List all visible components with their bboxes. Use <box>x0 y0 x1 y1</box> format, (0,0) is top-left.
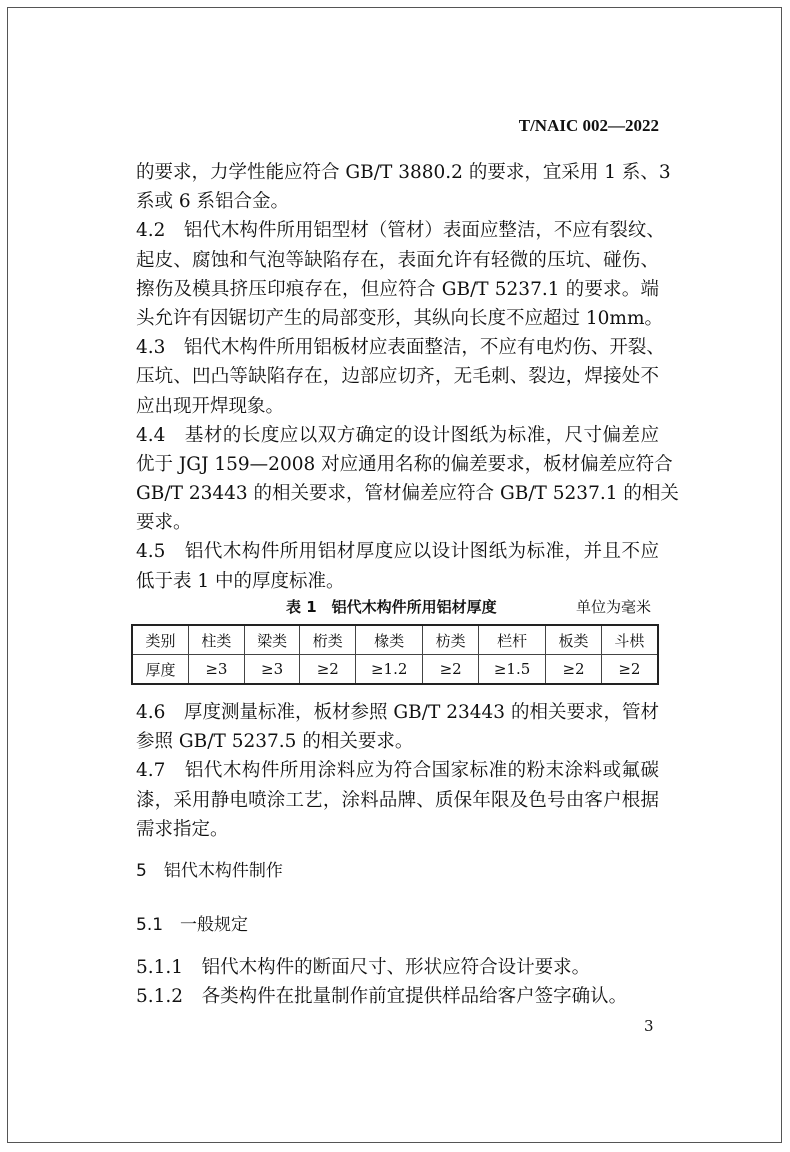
text-line: 优于 JGJ 159—2008 对应通用名称的偏差要求，板材偏差应符合 <box>136 453 673 475</box>
text-line: 4.6 厚度测量标准，板材参照 GB/T 23443 的相关要求，管材 <box>136 702 659 723</box>
table-cell: 厚度 <box>132 655 189 685</box>
table-header-cell: 栏杆 <box>478 625 545 655</box>
text-line: 头允许有因锯切产生的局部变形，其纵向长度不应超过 10mm。 <box>136 307 664 329</box>
table-unit: 单位为毫米 <box>575 598 651 616</box>
table-header-cell: 斗栱 <box>601 625 658 655</box>
section-heading-5-1: 5.1 一般规定 <box>136 915 249 935</box>
text-line: 起皮、腐蚀和气泡等缺陷存在，表面允许有轻微的压坑、碰伤、 <box>136 249 659 271</box>
text-line: 的要求，力学性能应符合 GB/T 3880.2 的要求，宜采用 1 系、3 <box>136 162 671 183</box>
text-line: 参照 GB/T 5237.5 的相关要求。 <box>136 731 414 753</box>
table-header-cell: 柱类 <box>189 625 245 655</box>
clause-5-1-2: 5.1.2 各类构件在批量制作前宜提供样品给客户签字确认。 <box>136 986 628 1008</box>
text-line: GB/T 23443 的相关要求，管材偏差应符合 GB/T 5237.1 的相关 <box>136 483 679 505</box>
text-line: 需求指定。 <box>136 818 229 840</box>
text-line: 4.2 铝代木构件所用铝型材（管材）表面应整洁，不应有裂纹、 <box>136 220 665 242</box>
table-header-cell: 类别 <box>132 625 189 655</box>
table-header-cell: 板类 <box>546 625 602 655</box>
requirements-text-4-cont <box>136 698 659 844</box>
document-id: T/NAIC 002—2022 <box>518 116 659 135</box>
clauses-5-1 <box>136 953 659 1011</box>
text-line: 擦伤及模具挤压印痕存在，但应符合 GB/T 5237.1 的要求。端 <box>136 278 659 300</box>
table-cell: ≥2 <box>601 655 658 685</box>
text-line: 4.3 铝代木构件所用铝板材应表面整洁，不应有电灼伤、开裂、 <box>136 337 665 359</box>
table-header-row <box>132 625 658 655</box>
table-cell: ≥2 <box>546 655 602 685</box>
table-row <box>132 655 658 685</box>
text-line: 4.5 铝代木构件所用铝材厚度应以设计图纸为标准，并且不应 <box>136 541 659 563</box>
table-header-cell: 椽类 <box>356 625 423 655</box>
text-line: 低于表 1 中的厚度标准。 <box>136 570 345 592</box>
requirements-text-4 <box>136 158 679 596</box>
text-line: 压坑、凹凸等缺陷存在，边部应切齐，无毛刺、裂边，焊接处不 <box>136 366 659 388</box>
table-cell: ≥1.2 <box>356 655 423 685</box>
table-header-cell: 枋类 <box>423 625 479 655</box>
table-caption <box>136 596 659 618</box>
table-title: 表 1 铝代木构件所用铝材厚度 <box>286 598 497 616</box>
text-line: 漆，采用静电喷涂工艺，涂料品牌、质保年限及色号由客户根据 <box>136 789 659 811</box>
text-line: 4.4 基材的长度应以双方确定的设计图纸为标准，尺寸偏差应 <box>136 424 659 446</box>
table-cell: ≥1.5 <box>478 655 545 685</box>
table-cell: ≥3 <box>244 655 300 685</box>
text-line: 要求。 <box>136 512 192 534</box>
table-header-cell: 桁类 <box>300 625 356 655</box>
section-heading-5: 5 铝代木构件制作 <box>136 861 283 881</box>
table-cell: ≥2 <box>300 655 356 685</box>
page-number: 3 <box>644 1017 654 1035</box>
text-line: 4.7 铝代木构件所用涂料应为符合国家标准的粉末涂料或氟碳 <box>136 760 659 782</box>
table-cell: ≥2 <box>423 655 479 685</box>
thickness-table <box>131 624 659 685</box>
table-cell: ≥3 <box>189 655 245 685</box>
clause-5-1-1: 5.1.1 铝代木构件的断面尺寸、形状应符合设计要求。 <box>136 957 591 978</box>
text-line: 系或 6 系铝合金。 <box>136 191 290 213</box>
table-header-cell: 梁类 <box>244 625 300 655</box>
text-line: 应出现开焊现象。 <box>136 395 285 417</box>
